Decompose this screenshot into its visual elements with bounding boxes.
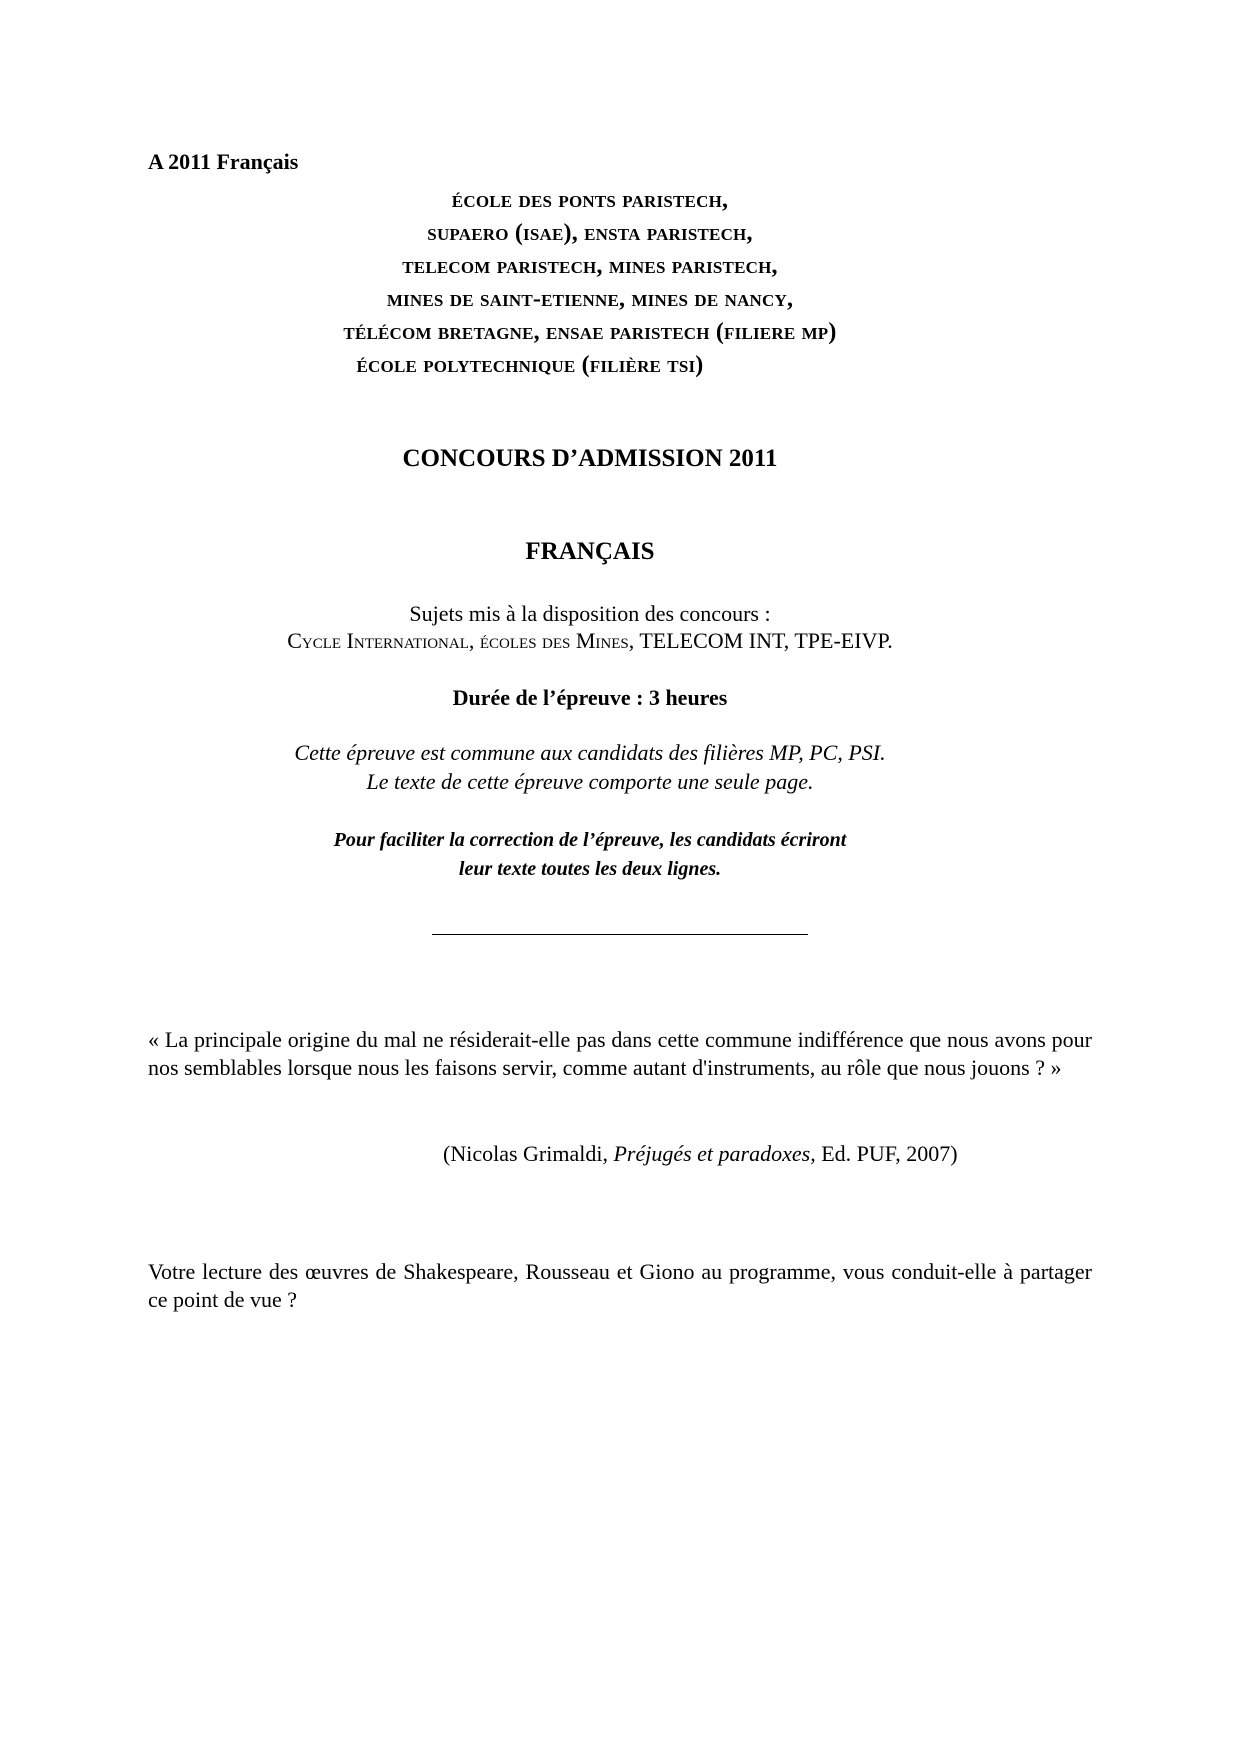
citation-prefix: (Nicolas Grimaldi, xyxy=(443,1141,614,1166)
common-line-2: Le texte de cette épreuve comporte une seule page. xyxy=(366,769,814,794)
citation-work-title: Préjugés et paradoxes xyxy=(613,1141,811,1166)
exam-duration: Durée de l’épreuve : 3 heures xyxy=(452,685,728,710)
common-line-1: Cette épreuve est commune aux candidats des filières MP, PC, PSI. xyxy=(294,740,886,765)
sujets-line-1: Sujets mis à la disposition des concours : xyxy=(409,601,771,626)
quotation-source xyxy=(443,1140,958,1168)
school-line: école polytechnique (filière tsi) xyxy=(356,352,704,378)
separator-line xyxy=(432,934,808,935)
sujets-note xyxy=(0,600,1180,654)
essay-question: Votre lecture des œuvres de Shakespeare, Rousseau et Giono au programme, vous conduit-elle à partager ce point de vue ? xyxy=(148,1259,1092,1312)
exam-reference: A 2011 Français xyxy=(148,149,299,174)
school-line: télécom bretagne, ensae paristech (filiere mp) xyxy=(343,319,837,345)
school-list xyxy=(0,184,1180,382)
writing-instructions xyxy=(0,826,1180,884)
exam-title: CONCOURS D’ADMISSION 2011 xyxy=(402,445,778,472)
instruction-line-1: Pour faciliter la correction de l’épreuve, les candidats écriront xyxy=(333,829,847,851)
school-line: école des ponts paristech, xyxy=(451,187,729,213)
school-line: telecom paristech, mines paristech, xyxy=(402,253,778,279)
school-line: supaero (isae), ensta paristech, xyxy=(427,220,753,246)
common-exam-note xyxy=(0,738,1180,796)
instruction-line-2: leur texte toutes les deux lignes. xyxy=(458,858,722,880)
school-line: mines de saint-etienne, mines de nancy, xyxy=(386,286,794,312)
subject-title: FRANÇAIS xyxy=(525,538,655,565)
citation-suffix: , Ed. PUF, 2007) xyxy=(810,1141,958,1166)
sujets-line-2: Cycle International, écoles des Mines, TELECOM INT, TPE-EIVP. xyxy=(287,628,893,653)
quotation: « La principale origine du mal ne résiderait-elle pas dans cette commune indifférence que nous avons pour nos semblables lorsque nous les faisons servir, comme autant d'instruments, au rôle que nous jouons ? » xyxy=(148,1027,1092,1080)
